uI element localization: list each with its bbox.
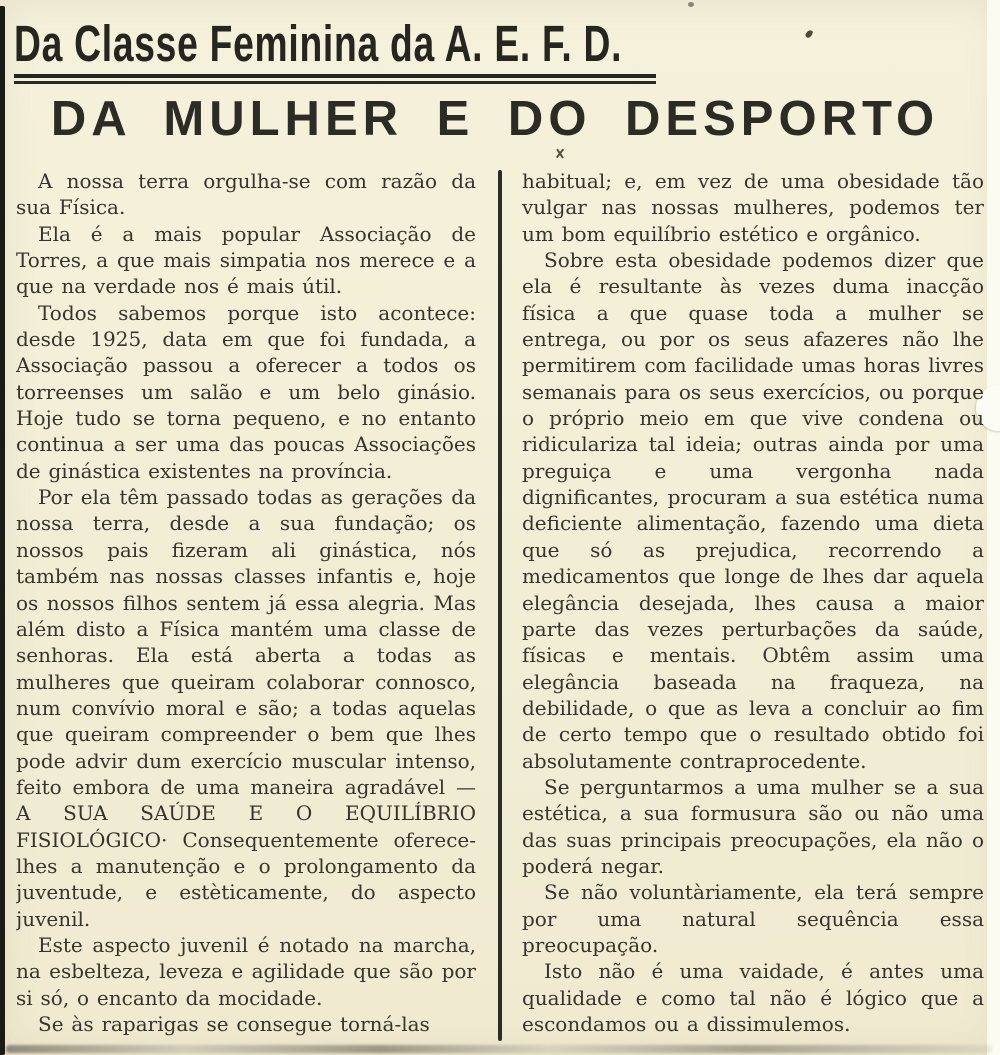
- column-divider-rule: [498, 170, 502, 1041]
- paragraph: Sobre esta obesidade podemos dizer que ela é resultante às vezes duma inacção física a que quase toda a mulher se entrega, ou por os seus afazeres não lhe permitirem com facilidade umas horas livres semanais para os seus exercícios, ou porque o próprio meio em que vive condena ou ridiculariza tal ideia; outras ainda por uma preguiça e uma vergonha nada dignificantes, procuram a sua estética numa deficiente alimentação, fazendo uma dieta que só as prejudica, recorrendo a medicamentos que longe de lhes dar aquela elegância desejada, lhes causa a maior parte das vezes perturbações da saúde, físicas e mentais. Obtêm assim uma elegância baseada na fraqueza, na debilidade, o que as leva a concluir ao fim de certo tempo que o resultado obtido foi absolutamente contraprocedente.: [522, 248, 984, 773]
- left-column: [16, 168, 476, 1055]
- ink-speck: [805, 29, 814, 39]
- paragraph: Este aspecto juvenil é notado na marcha, na esbelteza, leveza e agilidade que são por si só, o encanto da mocidade.: [16, 932, 476, 1010]
- right-column: [522, 168, 984, 1055]
- paragraph: Se perguntarmos a uma mulher se a sua estética, a sua formusura são ou não uma das suas principais preocupações, ela não o poderá negar.: [522, 774, 984, 878]
- section-headline: Da Classe Feminina da A. E. F. D.: [14, 15, 623, 72]
- scan-edge-right: [987, 0, 1000, 1055]
- paragraph: Se às raparigas se consegue torná-las: [38, 1012, 430, 1036]
- scan-edge-left: [0, 6, 5, 1055]
- paragraph: Isto não é uma vaidade, é antes uma qualidade e como tal não é lógico que a escondamos ou a dissimulemos.: [522, 959, 984, 1036]
- paragraph: Por ela têm passado todas as gerações da nossa terra, desde a sua fundação; os nossos pais fizeram ali ginástica, nós também nas nossas classes infantis e, hoje os nossos filhos sentem já essa alegria. Mas além disto a Física mantém uma classe de senhoras. Ela está aberta a todas as mulheres que queiram colaborar connosco, num convívio moral e são; a todas aquelas que queiram compreender o bem que lhes pode advir dum exercício muscular intenso, feito embora de uma maneira agradável — A SUA SAÚDE E O EQUILÍBRIO FISIOLÓGICO· Consequentemente oferece-lhes a manutenção e o prolongamento da juventude, e estèticamente, do aspecto juvenil.: [16, 485, 476, 931]
- headline-underline: [14, 74, 656, 84]
- paragraph: A nossa terra orgulha-se com razão da sua Física.: [16, 169, 476, 220]
- paragraph: Ela é a mais popular Associação de Torres, a que mais simpatia nos merece e a que na verdade nos é mais útil.: [16, 221, 476, 299]
- article-title: DA MULHER E DO DESPORTO: [50, 92, 940, 146]
- ink-speck: [555, 148, 565, 159]
- paragraph: habitual; e, em vez de uma obesidade tão vulgar nas nossas mulheres, podemos ter um bom equilíbrio estético e orgânico.: [522, 169, 984, 246]
- paragraph: Todos sabemos porque isto acontece: desde 1925, data em que foi fundada, a Associação passou a oferecer a todos os torreenses um salão e um belo ginásio. Hoje tudo se torna pequeno, e no entanto continua a ser uma das poucas Associações de ginástica existentes na província.: [16, 300, 476, 483]
- ink-speck: [688, 2, 694, 7]
- scan-bottom-smudge: [6, 1045, 992, 1053]
- paragraph: Se não voluntàriamente, ela terá sempre por uma natural sequência essa preocupação.: [522, 880, 984, 957]
